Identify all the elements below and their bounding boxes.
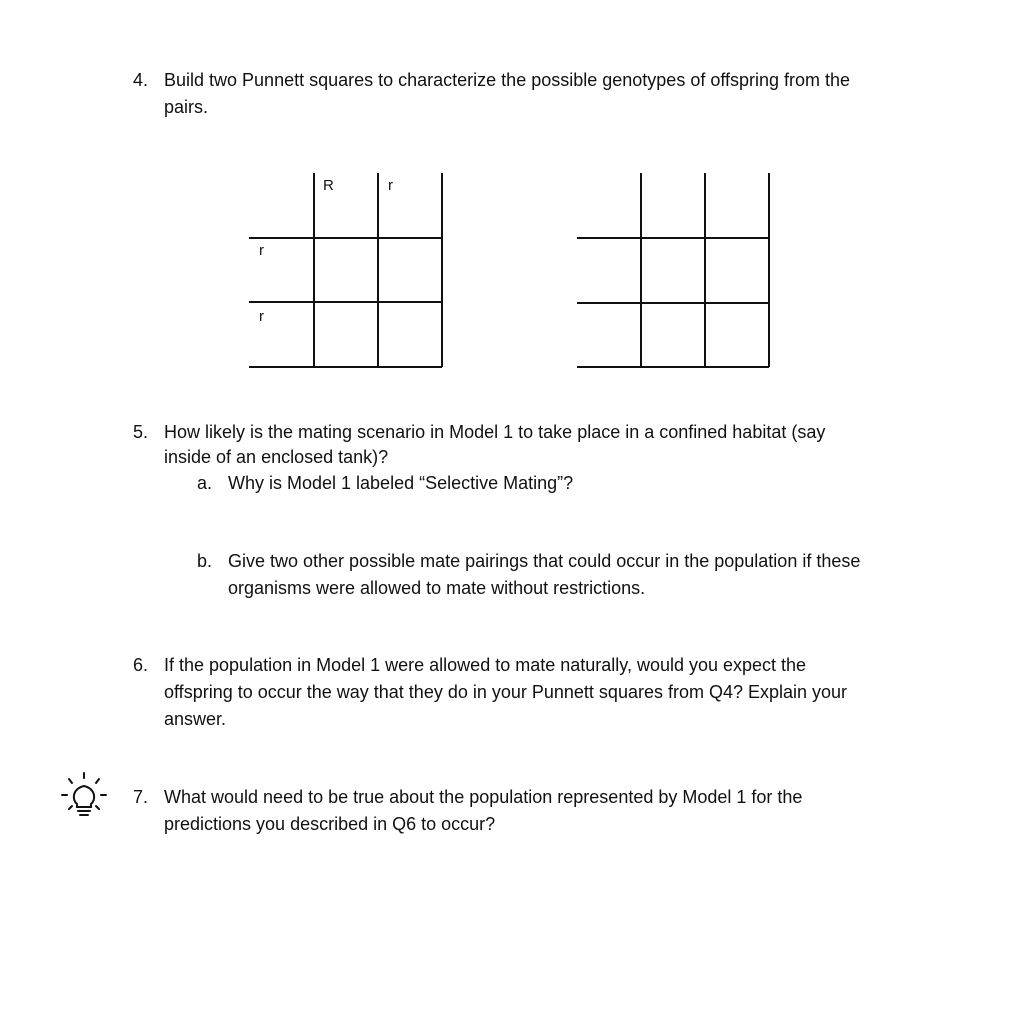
punnett-right-hline-3 bbox=[577, 366, 769, 368]
question-6-number: 6. bbox=[133, 655, 149, 675]
punnett-left-hline-1 bbox=[249, 237, 442, 239]
punnett-right-vline-1 bbox=[640, 173, 642, 367]
punnett-right-hline-2 bbox=[577, 302, 769, 304]
question-4-text-line-2: pairs. bbox=[164, 97, 209, 117]
question-5b-text-line-2: organisms were allowed to mate without restrictions. bbox=[228, 578, 646, 598]
punnett-left-col-header-2: r bbox=[388, 177, 393, 194]
question-5-number: 5. bbox=[133, 422, 149, 442]
question-6-text-line-2: offspring to occur the way that they do in your Punnett squares from Q4? Explain your bbox=[164, 682, 848, 702]
punnett-right-vline-2 bbox=[704, 173, 706, 367]
punnett-left-vline-3 bbox=[441, 173, 443, 367]
punnett-left-vline-2 bbox=[377, 173, 379, 367]
punnett-left-hline-3 bbox=[249, 366, 442, 368]
question-7-text-line-1: What would need to be true about the population represented by Model 1 for the bbox=[164, 787, 803, 807]
question-5a-text: Why is Model 1 labeled “Selective Mating”? bbox=[228, 473, 574, 493]
punnett-left-hline-2 bbox=[249, 301, 442, 303]
punnett-left-col-header-1: R bbox=[323, 177, 334, 194]
punnett-left-row-header-1: r bbox=[259, 242, 264, 259]
punnett-right-hline-1 bbox=[577, 237, 769, 239]
question-7-number: 7. bbox=[133, 787, 149, 807]
lightbulb-icon bbox=[58, 771, 110, 823]
question-6-text-line-3: answer. bbox=[164, 709, 227, 729]
question-5b-label: b. bbox=[197, 551, 213, 571]
punnett-left-row-header-2: r bbox=[259, 308, 264, 325]
question-5a-label: a. bbox=[197, 473, 213, 493]
question-4-text-line-1: Build two Punnett squares to characterize the possible genotypes of offspring from the bbox=[164, 70, 851, 90]
question-4-number: 4. bbox=[133, 70, 149, 90]
question-5b-text-line-1: Give two other possible mate pairings that could occur in the population if these bbox=[228, 551, 861, 571]
punnett-right-vline-3 bbox=[768, 173, 770, 367]
question-5-text-line-1: How likely is the mating scenario in Model 1 to take place in a confined habitat (say bbox=[164, 422, 826, 442]
question-7-text-line-2: predictions you described in Q6 to occur? bbox=[164, 814, 496, 834]
punnett-left-vline-1 bbox=[313, 173, 315, 367]
question-6-text-line-1: If the population in Model 1 were allowed to mate naturally, would you expect the bbox=[164, 655, 807, 675]
question-5-text-line-2: inside of an enclosed tank)? bbox=[164, 447, 389, 467]
